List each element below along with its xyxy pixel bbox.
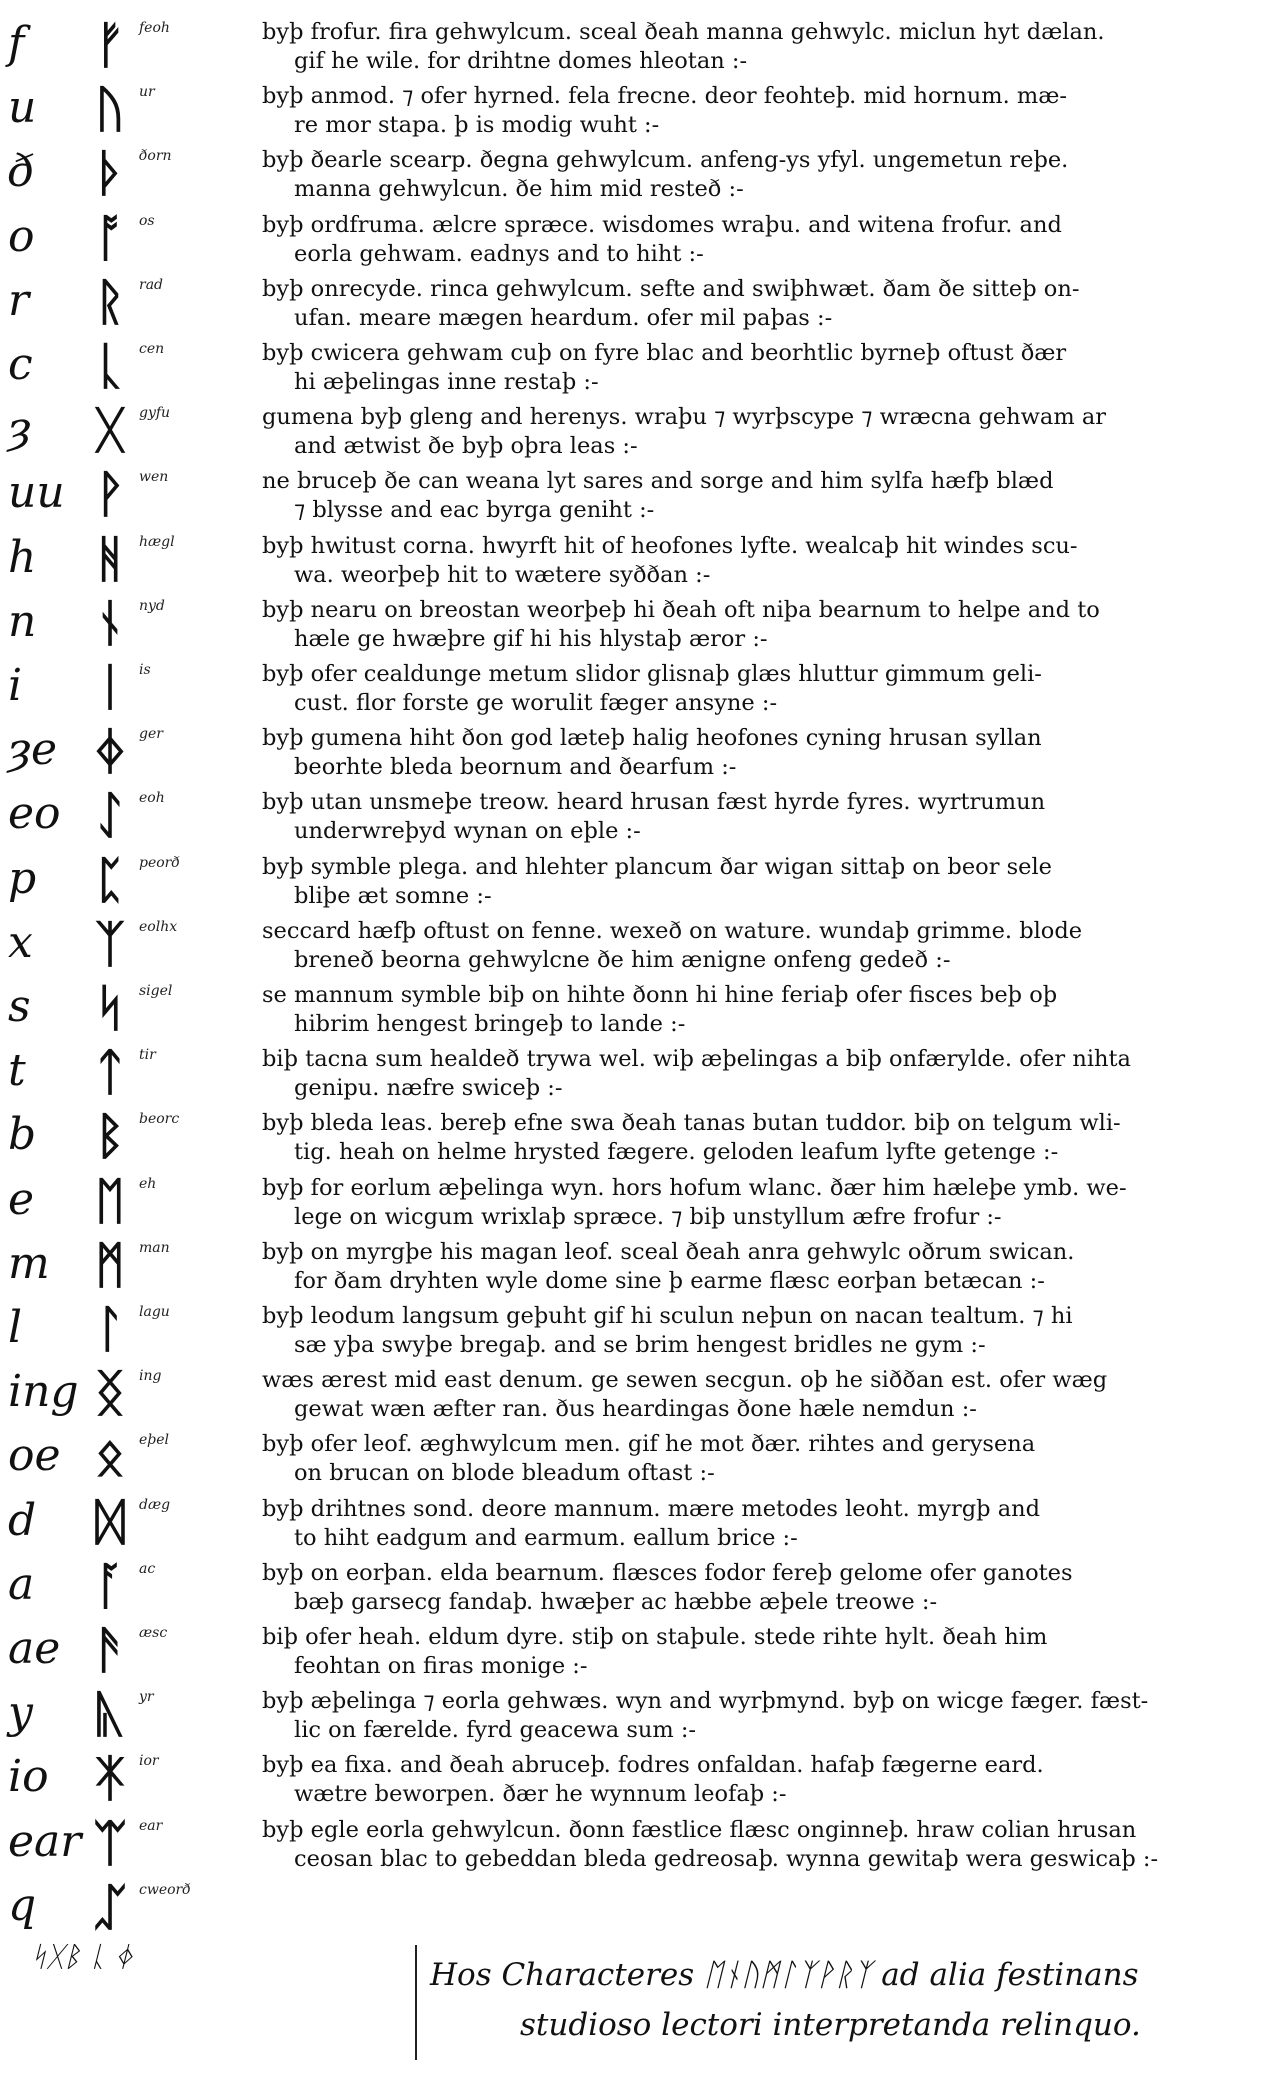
rune-name: cweorð [139,1881,191,1898]
verse-5 [262,275,1252,333]
rune-glyph: ᛞ [95,1492,125,1551]
rune-glyph: ᚦ [95,144,125,203]
rune-entry [95,914,265,979]
verse-line: re mor stapa. þ is modig wuht :- [294,112,660,139]
verse-line: on brucan on blode bleadum oftast :- [294,1460,715,1487]
rune-glyph: ᛚ [95,1300,125,1358]
verse-16 [262,981,1252,1039]
verse-9 [262,532,1252,590]
rune-glyph: ᛁ [95,658,125,716]
rune-glyph: ᚷ [95,401,125,460]
rune-glyph: ᛏ [95,1043,125,1102]
verse-29 [262,1816,1252,1874]
rune-glyph: ᚪ [95,1556,125,1615]
verse-line: byþ ordfruma. ælcre spræce. wisdomes wraþu. and witena frofur. and [262,211,1062,238]
rune-glyph: ᛝ [95,1364,125,1423]
verse-line: eorla gehwam. eadnys and to hiht :- [294,240,704,267]
rune-name: wen [139,469,169,486]
rune-entry [95,1235,265,1300]
rune-glyph: ᚹ [95,465,125,524]
verse-line: feohtan on firas monige :- [294,1653,588,1679]
verse-11 [262,660,1252,718]
rune-entry [95,337,265,401]
rune-entry [95,144,265,208]
rune-name: rad [139,276,164,293]
rune-entry [95,1364,265,1428]
latin-letter: i [8,660,23,711]
rune-entry [95,1300,265,1364]
latin-letter: b [8,1109,37,1161]
rune-entry [95,1877,265,1942]
verse-12 [262,724,1252,782]
verse-line: to hiht eadgum and earmum. eallum brice :- [294,1524,798,1551]
verse-line: seccard hæfþ oftust on fenne. wexeð on wature. wundaþ grimme. blode [262,917,1083,944]
verse-7 [262,403,1252,461]
rune-name: eoh [139,790,165,807]
rune-entry [95,1428,265,1492]
verse-18 [262,1109,1252,1167]
rune-entry [95,850,265,915]
rune-name: beorc [139,1111,180,1128]
verse-line: byþ utan unsmeþe treow. heard hrusan fæst hyrde fyres. wyrtrumun [262,789,1046,816]
rune-entry [95,208,265,273]
verse-line: and ætwist ðe byþ oþra leas :- [294,433,638,460]
verse-line: byþ nearu on breostan weorþeþ hi ðeah oft niþa bearnum to helpe and to [262,596,1100,623]
rune-poem-text [262,10,1257,1950]
rune-glyph: ᚻ [95,529,125,588]
rune-glyph: ᚣ [95,1685,125,1744]
verse-line: sæ yþa swyþe bregaþ. and se brim hengest bridles ne gym :- [294,1332,986,1358]
verse-line: underwreþyd wynan on eþle :- [294,818,641,845]
verse-line: byþ frofur. fira gehwylcum. sceal ðeah manna gehwylc. miclun hyt dælan. [262,19,1105,45]
latin-letter: ing [8,1366,79,1418]
rune-name: ing [139,1368,162,1385]
verse-line: se mannum symble biþ on hihte ðonn hi hine feriaþ ofer fisces beþ oþ [262,982,1058,1008]
verse-line: byþ ea fixa. and ðeah abruceþ. fodres onfaldan. hafaþ fægerne eard. [262,1752,1044,1779]
rune-glyph: ᛢ [95,1877,125,1936]
verse-line: hæle ge hwæþre gif hi his hlystaþ æror :- [294,625,768,652]
rune-glyph: ᚱ [95,272,125,331]
rune-glyph: ᚾ [95,593,125,652]
rune-glyph: ᚠ [95,16,125,74]
rune-entry [95,1621,265,1685]
footer-note [430,1950,1270,2050]
rune-glyph: ᛗ [95,1235,125,1294]
rune-entry [95,593,265,658]
rune-entry [95,786,265,850]
rune-glyph: ᛟ [95,1428,125,1487]
verse-line: byþ ðearle scearp. ðegna gehwylcum. anfeng-ys yfyl. ungemetun reþe. [262,147,1069,174]
latin-letter: y [8,1687,33,1739]
latin-letter: u [8,82,37,134]
verse-line: byþ gumena hiht ðon god læteþ halig heofones cyning hrusan syllan [262,725,1042,752]
rune-entry [95,658,265,722]
verse-8 [262,467,1252,525]
rune-entry [95,1749,265,1813]
verse-6 [262,339,1252,397]
latin-letter: p [8,852,37,904]
latin-letter: d [8,1494,37,1546]
rune-entry [95,1043,265,1107]
verse-15 [262,917,1252,975]
verse-line: byþ on eorþan. elda bearnum. flæsces fodor fereþ gelome ofer ganotes [262,1559,1073,1586]
rune-name: is [139,662,151,678]
latin-letter: a [8,1558,35,1610]
verse-line: lic on færelde. fyrd geacewa sum :- [294,1717,697,1744]
latin-letter: oe [8,1430,61,1482]
rune-entry [95,1556,265,1621]
rune-entry [95,465,265,529]
verse-25 [262,1559,1252,1617]
latin-letter: ȝe [8,724,57,776]
verse-line: byþ on myrgþe his magan leof. sceal ðeah anra gehwylc oðrum swican. [262,1238,1075,1265]
rune-glyph: ᚩ [95,208,125,267]
verse-10 [262,596,1252,654]
verse-line: byþ æþelinga ⁊ eorla gehwæs. wyn and wyrþmynd. byþ on wicge fæger. fæst- [262,1688,1149,1715]
rune-name: os [139,212,155,229]
rune-entry [95,80,265,144]
latin-letter: c [8,339,33,390]
rune-name: ear [139,1817,163,1834]
rune-glyph: ᚢ [95,80,125,139]
verse-line: gewat wæn æfter ran. ðus heardingas ðone hæle nemdun :- [294,1396,977,1423]
verse-line: wæs ærest mid east denum. ge sewen secgun. oþ he siððan est. ofer wæg [262,1367,1108,1394]
verse-line: byþ hwitust corna. hwyrft hit of heofones lyfte. wealcaþ hit windes scu- [262,532,1078,559]
latin-letter: e [8,1173,35,1225]
latin-letter: ear [8,1815,82,1867]
verse-line: bæþ garsecg fandaþ. hwæþer ac hæbbe æþele treowe :- [294,1588,938,1615]
rune-entry [95,1171,265,1236]
rune-column [95,0,265,2000]
rune-name: nyd [139,597,165,614]
verse-20 [262,1238,1252,1296]
rune-name: hægl [139,533,175,550]
latin-letter: o [8,210,35,262]
latin-letter: eo [8,788,61,840]
rune-name: peorð [139,854,180,871]
rune-name: ger [139,726,163,743]
verse-17 [262,1045,1252,1103]
verse-line: bliþe æt somne :- [294,882,492,909]
verse-line: hibrim hengest bringeþ to lande :- [294,1011,686,1037]
rune-glyph: ᛄ [95,722,125,781]
verse-line: wætre beworpen. ðær he wynnum leofaþ :- [294,1781,787,1808]
rune-entry [95,1813,265,1878]
latin-letter: uu [8,467,65,519]
rune-glyph: ᚳ [95,337,125,395]
latin-letter: t [8,1045,26,1097]
verse-21 [262,1302,1252,1360]
latin-letter: ae [8,1623,61,1674]
rune-name: man [139,1239,170,1256]
footer-left-marks: ᛋᚷᛒ ᚳ ᛄ [30,1940,132,1973]
rune-name: eþel [139,1432,170,1449]
rune-name: sigel [139,983,173,999]
latin-letter: ð [8,146,35,198]
verse-2 [262,82,1252,140]
verse-line: biþ ofer heah. eldum dyre. stiþ on staþule. stede rihte hylt. ðeah him [262,1624,1048,1650]
rune-glyph: ᛒ [95,1107,125,1166]
latin-letter: s [8,981,31,1032]
rune-name: yr [139,1689,154,1706]
verse-line: ne bruceþ ðe can weana lyt sares and sorge and him sylfa hæfþ blæd [262,468,1054,495]
verse-line: byþ leodum langsum geþuht gif hi sculun neþun on nacan tealtum. ⁊ hi [262,1303,1073,1329]
verse-line: byþ symble plega. and hlehter plancum ðar wigan sittaþ on beor sele [262,853,1052,880]
rune-entry [95,16,265,80]
rune-name: ur [139,84,155,101]
rune-glyph: ᛠ [95,1813,125,1872]
verse-line: biþ tacna sum healdeð trywa wel. wiþ æþelingas a biþ onfærylde. ofer nihta [262,1046,1131,1073]
verse-line: ufan. meare mægen heardum. ofer mil paþas :- [294,304,833,331]
verse-line: ⁊ blysse and eac byrga geniht :- [294,497,655,524]
verse-14 [262,853,1252,911]
rune-name: ðorn [139,148,172,165]
latin-letter: m [8,1237,50,1289]
rune-name: cen [139,341,165,357]
rune-glyph: ᛉ [95,914,125,973]
rune-entry [95,272,265,337]
footer-note-line1: Hos Characteres ᛖᚾᚢᛗᛚᛉᚹᚱᛉ ad alia festinans [430,1957,1139,1993]
rune-entry [95,979,265,1043]
rune-name: ior [139,1753,159,1770]
verse-line: for ðam dryhten wyle dome sine þ earme flæsc eorþan betæcan :- [294,1267,1045,1294]
verse-3 [262,146,1252,204]
verse-line: beorhte bleda beornum and ðearfum :- [294,754,737,781]
rune-glyph: ᛋ [95,979,125,1037]
rune-name: dæg [139,1496,171,1513]
latin-letter-column [0,0,95,2000]
verse-line: breneð beorna gehwylcne ðe him ænigne onfeng gedeð :- [294,946,951,973]
rune-name: eh [139,1175,157,1192]
latin-letter: io [8,1751,49,1803]
verse-19 [262,1174,1252,1232]
rune-glyph: ᛖ [95,1171,125,1230]
verse-line: byþ anmod. ⁊ ofer hyrned. fela frecne. deor feohteþ. mid hornum. mæ- [262,83,1067,110]
verse-26 [262,1623,1252,1681]
verse-line: byþ ofer cealdunge metum slidor glisnaþ glæs hluttur gimmum geli- [262,661,1042,687]
latin-letter: n [8,595,37,647]
rune-entry [95,529,265,594]
rune-glyph: ᛈ [95,850,125,909]
rune-name: feoh [139,20,170,36]
rune-entry [95,1492,265,1557]
rune-name: ac [139,1560,156,1577]
verse-line: genipu. næfre swiceþ :- [294,1075,563,1102]
latin-letter: r [8,274,30,326]
verse-line: gif he wile. for drihtne domes hleotan :- [294,48,748,74]
verse-line: byþ bleda leas. bereþ efne swa ðeah tanas butan tuddor. biþ on telgum wli- [262,1110,1121,1137]
footer [0,1935,1280,2087]
verse-22 [262,1366,1252,1424]
verse-line: wa. weorþeþ hit to wætere syððan :- [294,561,711,588]
verse-27 [262,1687,1252,1745]
rune-glyph: ᛇ [95,786,125,845]
verse-24 [262,1495,1252,1553]
latin-letter: f [8,18,25,69]
rune-name: gyfu [139,405,171,422]
verse-line: byþ cwicera gehwam cuþ on fyre blac and beorhtlic byrneþ oftust ðær [262,340,1067,366]
latin-letter: l [8,1302,23,1353]
verse-line: lege on wicgum wrixlaþ spræce. ⁊ biþ unstyllum æfre frofur :- [294,1203,1002,1230]
latin-letter: h [8,531,37,583]
latin-letter: x [8,916,33,968]
verse-line: byþ for eorlum æþelinga wyn. hors hofum wlanc. ðær him hæleþe ymb. we- [262,1174,1127,1201]
verse-line: tig. heah on helme hrysted fægere. geloden leafum lyfte getenge :- [294,1139,1059,1166]
verse-line: gumena byþ gleng and herenys. wraþu ⁊ wyrþscype ⁊ wræcna gehwam ar [262,404,1106,431]
footer-note-line2: studioso lectori interpretanda relinquo. [520,2007,1141,2043]
rune-name: eolhx [139,918,178,935]
rune-entry [95,1685,265,1749]
verse-line: ceosan blac to gebeddan bleda gedreosaþ. wynna gewitaþ wera geswicaþ :- [294,1845,1159,1872]
verse-line: byþ ofer leof. æghwylcum men. gif he mot ðær. rihtes and gerysena [262,1431,1036,1458]
verse-line: cust. flor forste ge worulit fæger ansyne :- [294,690,778,716]
rune-name: tir [139,1047,156,1064]
rune-entry [95,722,265,786]
footer-divider [415,1945,417,2060]
rune-entry [95,1107,265,1171]
verse-line: byþ egle eorla gehwylcun. ðonn fæstlice flæsc onginneþ. hraw colian hrusan [262,1816,1137,1843]
rune-glyph: ᛡ [95,1749,125,1808]
latin-letter: q [8,1879,37,1931]
rune-name: æsc [139,1625,168,1641]
verse-28 [262,1751,1252,1809]
verse-1 [262,18,1252,76]
verse-line: byþ onrecyde. rinca gehwylcum. sefte and swiþhwæt. ðam ðe sitteþ on- [262,275,1080,302]
rune-entry [95,401,265,465]
verse-23 [262,1430,1252,1488]
verse-line: byþ drihtnes sond. deore mannum. mære metodes leoht. myrgþ and [262,1495,1041,1522]
verse-line: manna gehwylcun. ðe him mid resteð :- [294,176,744,203]
latin-letter: ȝ [8,403,31,455]
verse-4 [262,211,1252,269]
verse-13 [262,788,1252,846]
rune-name: lagu [139,1304,170,1320]
rune-glyph: ᚫ [95,1621,125,1679]
verse-line: hi æþelingas inne restaþ :- [294,369,599,395]
